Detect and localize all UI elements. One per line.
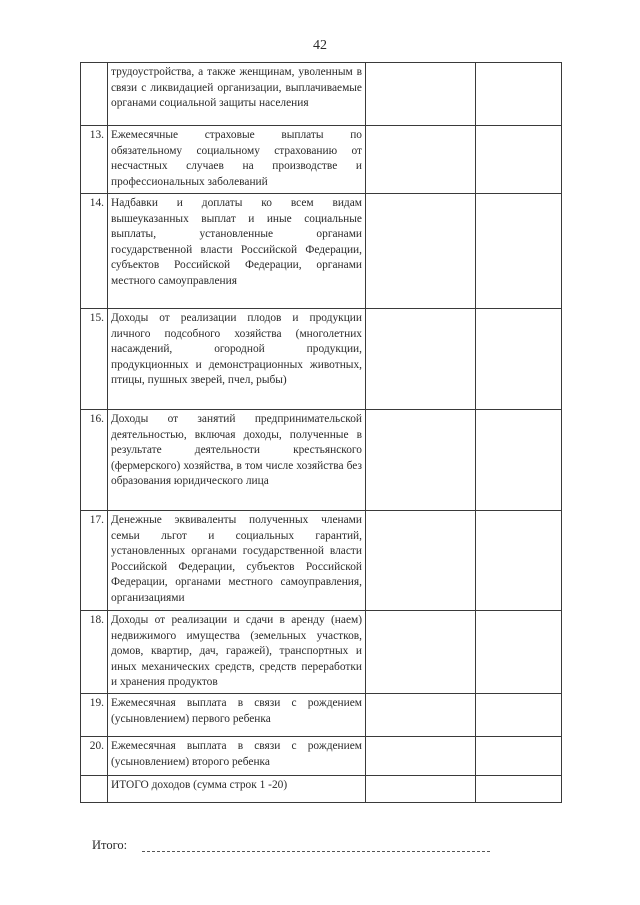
table-row: [81, 410, 562, 511]
table-row: [81, 611, 562, 694]
note-cell[interactable]: [476, 63, 562, 126]
row-description: трудоустройства, а также женщинам, уволенным в связи с ликвидацией организации, выплачиваемые органами социальной защиты населения: [108, 63, 366, 126]
row-number: 18.: [81, 611, 108, 694]
row-number: 14.: [81, 194, 108, 309]
amount-cell[interactable]: [366, 309, 476, 410]
note-cell[interactable]: [476, 309, 562, 410]
amount-cell[interactable]: [366, 126, 476, 194]
amount-cell[interactable]: [366, 736, 476, 775]
page-number: 42: [313, 38, 327, 53]
row-description: Ежемесячные страховые выплаты по обязательному социальному страхованию от несчастных случаев на производстве и профессиональных заболеваний: [108, 126, 366, 194]
note-cell[interactable]: [476, 126, 562, 194]
note-cell[interactable]: [476, 511, 562, 611]
total-note-cell[interactable]: [476, 775, 562, 802]
note-cell[interactable]: [476, 194, 562, 309]
note-cell[interactable]: [476, 410, 562, 511]
table-row: [81, 126, 562, 194]
amount-cell[interactable]: [366, 410, 476, 511]
amount-cell[interactable]: [366, 693, 476, 736]
row-number: [81, 775, 108, 802]
row-description: Доходы от реализации плодов и продукции личного подсобного хозяйства (многолетних насаждений, огородной продукции, продукционных и демонстрационных животных, птицы, пушных зверей, пчел, рыбы): [108, 309, 366, 410]
row-description: Денежные эквиваленты полученных членами семьи льгот и социальных гарантий, установленных органами государственной власти Российской Федерации, субъектов Российской Федерации, органами местного самоуправления, организациями: [108, 511, 366, 611]
total-description: ИТОГО доходов (сумма строк 1 -20): [108, 775, 366, 802]
row-number: 15.: [81, 309, 108, 410]
row-number: 19.: [81, 693, 108, 736]
total-amount-cell[interactable]: [366, 775, 476, 802]
note-cell[interactable]: [476, 611, 562, 694]
table-row: [81, 309, 562, 410]
table-row: [81, 736, 562, 775]
total-row: [81, 775, 562, 802]
amount-cell[interactable]: [366, 194, 476, 309]
row-number: 13.: [81, 126, 108, 194]
row-description: Доходы от реализации и сдачи в аренду (наем) недвижимого имущества (земельных участков, домов, квартир, дач, гаражей), транспортных и иных механических средств, средств переработки и хранения продуктов: [108, 611, 366, 694]
amount-cell[interactable]: [366, 63, 476, 126]
note-cell[interactable]: [476, 736, 562, 775]
row-number: [81, 63, 108, 126]
row-description: Доходы от занятий предпринимательской деятельностью, включая доходы, полученные в результате деятельности крестьянского (фермерского) хозяйства, в том числе хозяйства без образования юридического лица: [108, 410, 366, 511]
footer-total-label: Итого:: [92, 838, 128, 852]
footer-total-line[interactable]: [142, 851, 490, 852]
row-number: 17.: [81, 511, 108, 611]
table-row: [81, 63, 562, 126]
table-row: [81, 693, 562, 736]
row-number: 16.: [81, 410, 108, 511]
table-row: [81, 194, 562, 309]
amount-cell[interactable]: [366, 511, 476, 611]
row-description: Ежемесячная выплата в связи с рождением (усыновлением) второго ребенка: [108, 736, 366, 775]
row-description: Надбавки и доплаты ко всем видам вышеуказанных выплат и иные социальные выплаты, установленные органами государственной власти Российской Федерации, субъектов Российской Федерации, органами местного самоуправления: [108, 194, 366, 309]
note-cell[interactable]: [476, 693, 562, 736]
income-table: [80, 62, 562, 803]
amount-cell[interactable]: [366, 611, 476, 694]
row-number: 20.: [81, 736, 108, 775]
row-description: Ежемесячная выплата в связи с рождением (усыновлением) первого ребенка: [108, 693, 366, 736]
table-row: [81, 511, 562, 611]
